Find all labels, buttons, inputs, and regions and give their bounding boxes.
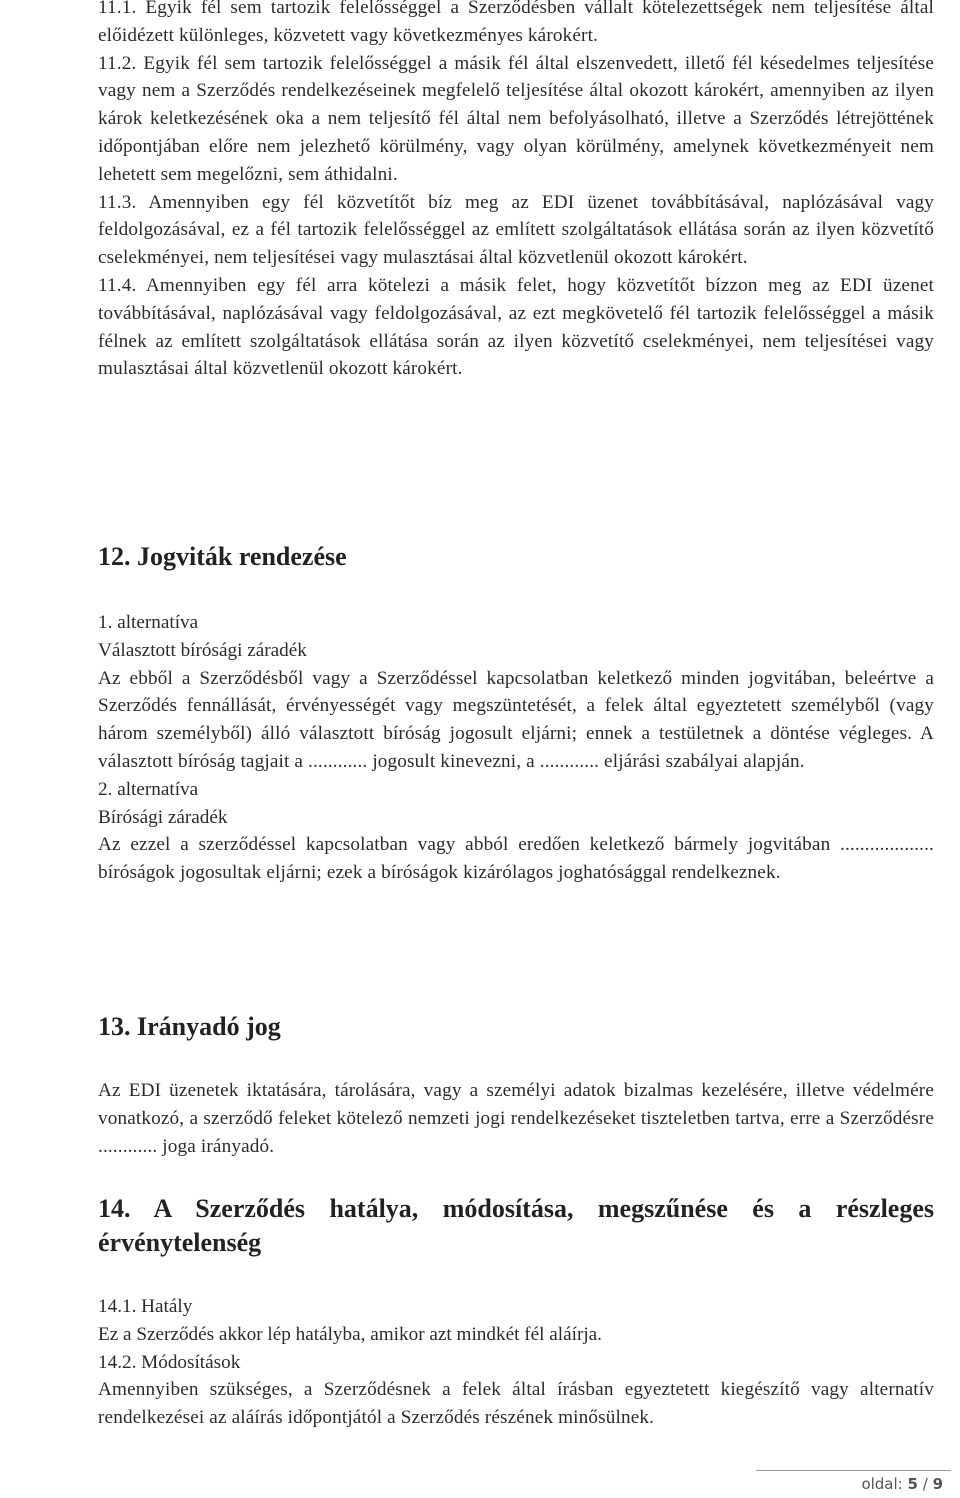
section-13-heading: 13. Irányadó jog — [98, 1012, 281, 1041]
alternative-1-text: Az ebből a Szerződésből vagy a Szerződéssel kapcsolatban keletkező minden jogvitában, beleértve a Szerződés fennállását, érvényességét vagy megszüntetését, a felek által egyeztetett személyből (vagy három személyből) álló választott bíróság jogosult eljárni; ennek a testületnek a döntése végleges. A választott bíróság tagjait a ............ jogosult kinevezni, a ............ eljárási szabályai alapján. — [98, 667, 934, 772]
section-12-heading-block — [98, 540, 934, 574]
section-14-heading-block — [98, 1192, 934, 1260]
alternative-2-text: Az ezzel a szerződéssel kapcsolatban vagy abból eredően keletkező bármely jogvitában ................... bíróságok jogosultak eljárni; ezek a bíróságok kizárólagos joghatósággal rendelkeznek. — [98, 834, 934, 884]
current-page-number: 5 — [907, 1475, 918, 1493]
alternative-1-title: Választott bírósági záradék — [98, 639, 307, 661]
paragraph-11-2: 11.2. Egyik fél sem tartozik felelősséggel a másik fél által elszenvedett, illető fél késedelmes teljesítése vagy nem a Szerződés rendelkezéseinek megfelelő teljesítése által okozott károkért, amennyiben az ilyen károk keletkezésének oka a nem teljesítő fél által nem befolyásolható, illetve a Szerződés létrejöttének időpontjában előre nem jelezhető körülmény, vagy olyan körülmény, amelynek következményeit nem lehetett sem megelőzni, sem áthidalni. — [98, 52, 934, 185]
subsection-14-1-label: 14.1. Hatály — [98, 1296, 193, 1317]
page-indicator-label: oldal: — [861, 1475, 903, 1493]
section-14-heading: 14. A Szerződés hatálya, módosítása, megszűnése és a részleges érvénytelenség — [98, 1194, 934, 1257]
page-separator: / — [922, 1475, 928, 1493]
subsection-14-2-label: 14.2. Módosítások — [98, 1351, 241, 1373]
subsection-14-1-text: Ez a Szerződés akkor lép hatályba, amikor azt mindkét fél aláírja. — [98, 1323, 602, 1345]
section-12-heading: 12. Jogviták rendezése — [98, 542, 347, 571]
section-11 — [98, 0, 934, 383]
subsection-14-2-text: Amennyiben szükséges, a Szerződésnek a felek által írásban egyeztetett kiegészítő vagy alternatív rendelkezései az aláírás időpontjától a Szerződés részének minősülnek. — [98, 1379, 934, 1429]
paragraph-11-3: 11.3. Amennyiben egy fél közvetítőt bíz meg az EDI üzenet továbbításával, naplózásával vagy feldolgozásával, ez a fél tartozik felelősséggel az említett szolgáltatások ellátása során az ilyen közvetítő cselekményei, nem teljesítései vagy mulasztásai által közvetlenül okozott károkért. — [98, 191, 934, 269]
section-13-text: Az EDI üzenetek iktatására, tárolására, vagy a személyi adatok bizalmas kezelésére, illetve védelmére vonatkozó, a szerződő feleket kötelező nemzeti jogi rendelkezéseket tiszteletben tartva, erre a Szerződésre ............ joga irányadó. — [98, 1080, 934, 1157]
section-13-heading-block — [98, 1010, 934, 1044]
alternative-1-label: 1. alternatíva — [98, 612, 199, 633]
alternative-2-title: Bírósági záradék — [98, 806, 228, 828]
paragraph-11-1: 11.1. Egyik fél sem tartozik felelősséggel a Szerződésben vállalt kötelezettségek nem teljesítése által előidézett különleges, közvetett vagy következményes károkért. — [98, 0, 934, 46]
section-14-body — [98, 1293, 934, 1432]
section-12-body — [98, 609, 934, 887]
total-pages-number: 9 — [932, 1475, 943, 1493]
page-footer — [98, 1470, 951, 1498]
paragraph-11-4: 11.4. Amennyiben egy fél arra kötelezi a másik felet, hogy közvetítőt bízzon meg az EDI üzenet továbbításával, naplózásával vagy feldolgozásával, az ezt megkövetelő fél tartozik felelősséggel a másik félnek az említett szolgáltatások ellátása során az ilyen közvetítő cselekményei, nem teljesítései vagy mulasztásai által közvetlenül okozott károkért. — [98, 274, 934, 380]
footer-divider — [756, 1470, 951, 1471]
section-13-body — [98, 1077, 934, 1160]
page-indicator — [861, 1475, 943, 1493]
alternative-2-label: 2. alternatíva — [98, 778, 199, 800]
